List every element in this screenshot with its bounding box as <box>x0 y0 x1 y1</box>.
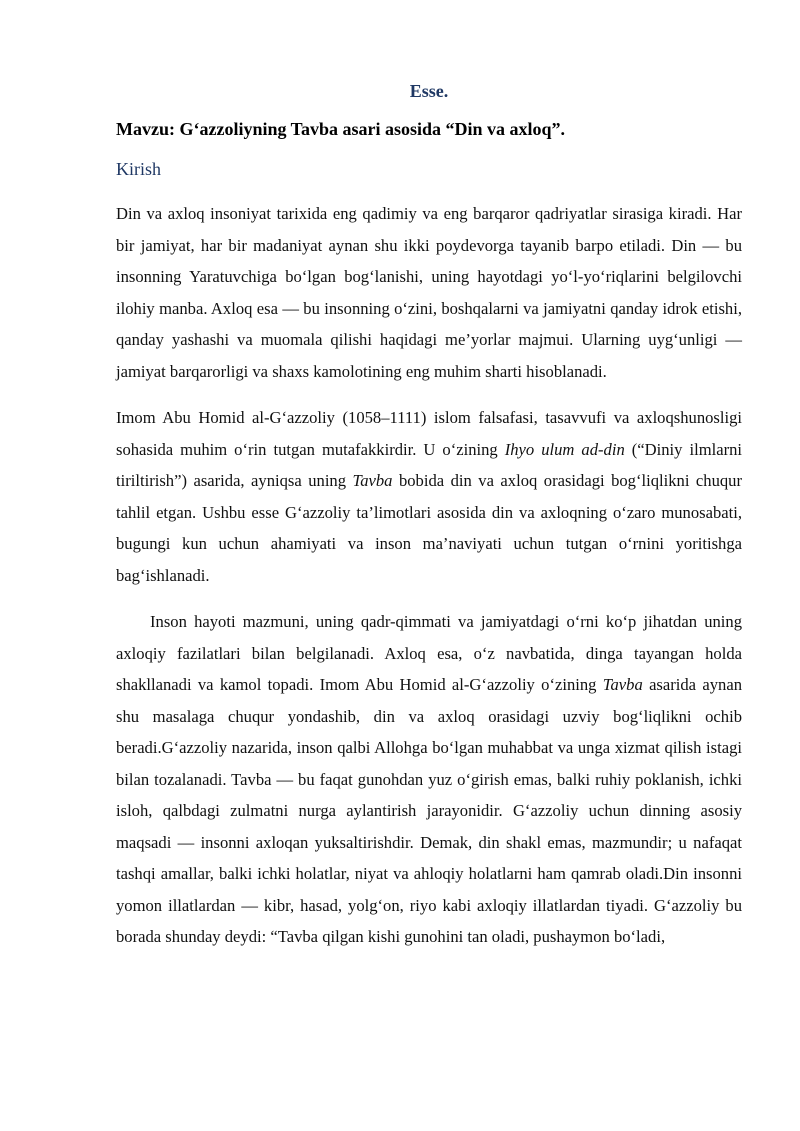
document-page <box>116 78 742 968</box>
paragraph-2-text-b: (“Diniy ilmlarni tiriltirish”) asarida, ayniqsa uning <box>116 439 743 490</box>
chapter-title-tavba: Tavba <box>352 471 393 490</box>
work-title-tavba: Tavba <box>602 675 643 694</box>
paragraph-3-text-a: Inson hayoti mazmuni, uning qadr-qimmati va jamiyatdagi o‘rni ko‘p jihatdan uning axloqiy fazilatlari bilan belgilanadi. Axloq esa, o‘z navbatida, dinga tayangan holda shakllanadi va kamol topadi. Imom Abu Homid al-G‘azzoliy o‘zining <box>116 612 742 694</box>
paragraph-2-text-c: bobida din va axloq orasidagi bog‘liqlikni chuqur tahlil etgan. Ushbu esse G‘azzoliy ta’limotlari asosida din va axloqning o‘zaro munosabati, bugungi kun uchun ahamiyati va inson ma’naviyati uchun tutgan o‘rnini yoritishga bag‘ishlanadi. <box>116 471 742 585</box>
book-title-ihyo: Ihyo ulum ad-din <box>504 439 625 459</box>
paragraph-3 <box>116 606 742 953</box>
paragraph-3-text-b: asarida aynan shu masalaga chuqur yondashib, din va axloq orasidagi uzviy bog‘liqlikni ochib beradi.G‘azzoliy nazarida, inson qalbi Allohga bo‘lgan muhabbat va unga xizmat qilish istagi bilan tozalanadi. Tavba — bu faqat gunohdan yuz o‘girish emas, balki ruhiy poklanish, ichki isloh, qalbdagi zulmatni nurga aylantirish jarayonidir. G‘azzoliy uchun dinning asosiy maqsadi — insonni axloqan yuksaltirishdir. Demak, din shakl emas, mazmundir; u nafaqat tashqi amallar, balki ichki holatlar, niyat va ahloqiy holatlarni ham qamrab oladi.Din insonni yomon illatlardan — kibr, hasad, yolg‘on, riyo kabi axloqiy illatlardan tiyadi. G‘azzoliy bu borada shunday deydi: “Tavba qilgan kishi gunohini tan oladi, pushaymon bo‘ladi, <box>116 675 742 946</box>
essay-topic: Mavzu: G‘azzoliyning Tavba asari asosida “Din va axloq”. <box>116 119 566 139</box>
section-heading-introduction: Kirish <box>116 159 161 179</box>
paragraph-2 <box>116 402 742 591</box>
paragraph-2-text-a: Imom Abu Homid al-G‘azzoliy (1058–1111) islom falsafasi, tasavvufi va axloqshunosligi sohasida muhim o‘rin tutgan mutafakkirdir. U o‘zining <box>116 408 742 459</box>
paragraph-1: Din va axloq insoniyat tarixida eng qadimiy va eng barqaror qadriyatlar sirasiga kiradi. Har bir jamiyat, har bir madaniyat aynan shu ikki poydevorga tayanib barpo etiladi. Din — bu insonning Yaratuvchiga bo‘lgan bog‘lanishi, uning hayotdagi yo‘l-yo‘riqlarini belgilovchi ilohiy manba. Axloq esa — bu insonning o‘zini, boshqalarni va jamiyatni qanday idrok etishi, qanday yashashi va muomala qilishi haqidagi me’yorlar majmui. Ularning uyg‘unligi — jamiyat barqarorligi va shaxs kamolotining eng muhim sharti hisoblanadi. <box>116 204 742 381</box>
document-title: Esse. <box>409 81 449 101</box>
